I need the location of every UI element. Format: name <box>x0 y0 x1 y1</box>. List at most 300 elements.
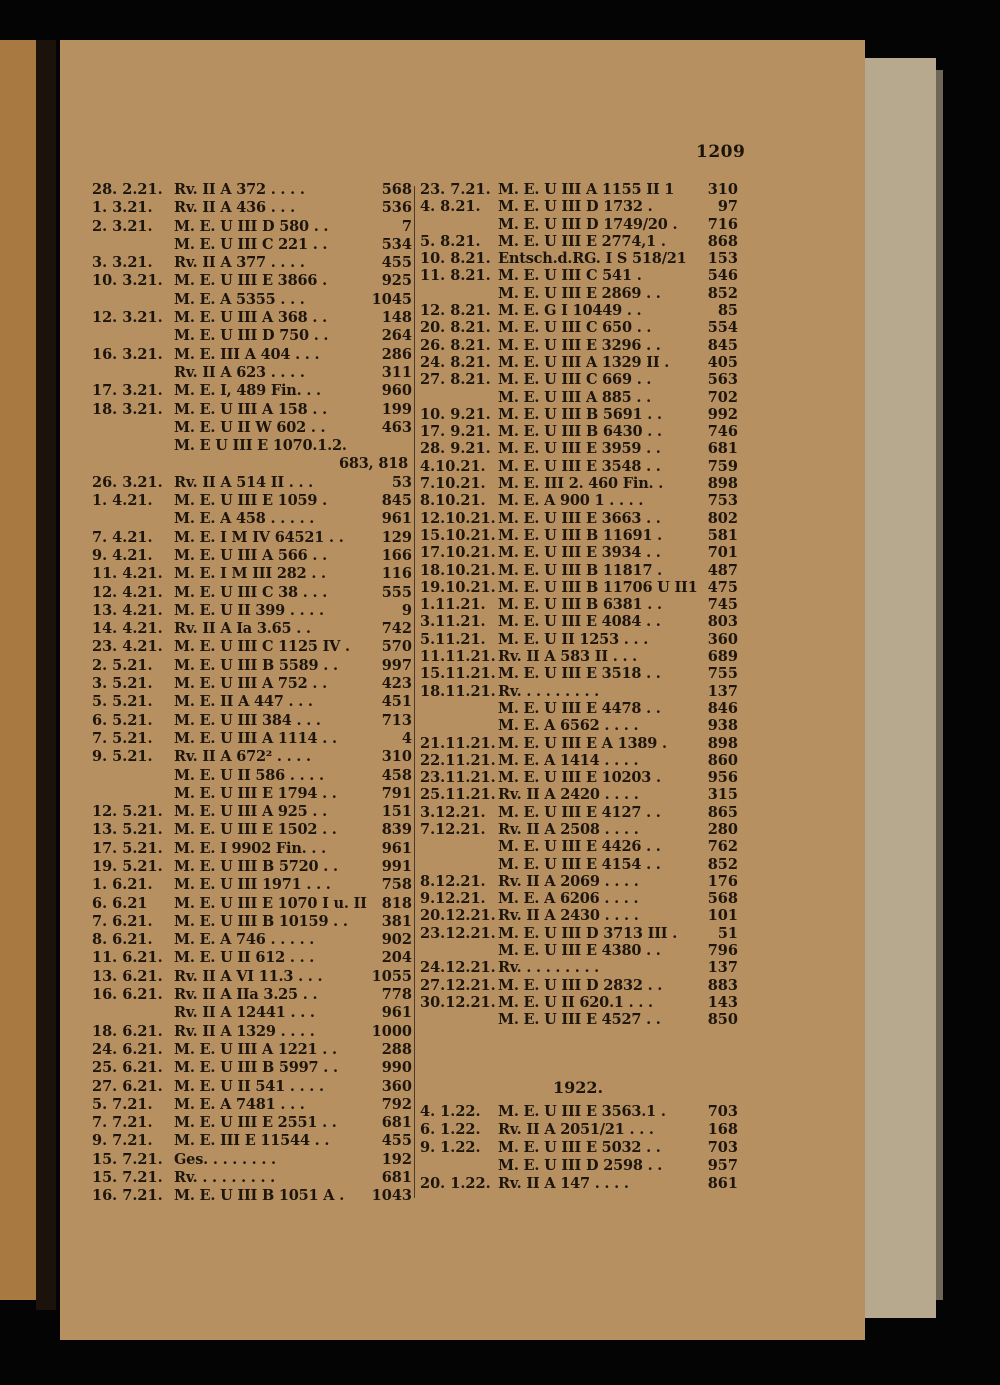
index-entry <box>92 767 412 785</box>
entry-reference: M. E. G I 10449 . . <box>498 302 642 320</box>
index-entry <box>420 942 738 959</box>
index-entry <box>420 873 738 890</box>
entry-page: 534 <box>381 235 412 253</box>
index-entry <box>420 1011 738 1028</box>
entry-reference: M. E. U III E 3563.1 . <box>498 1103 666 1120</box>
index-entry <box>92 1059 412 1077</box>
entry-date: 5.11.21. <box>420 630 486 648</box>
index-entry <box>92 821 412 839</box>
entry-page: 883 <box>707 976 738 994</box>
entry-reference: M. E. U III E 1502 . . <box>174 821 337 839</box>
index-entry <box>92 675 412 693</box>
entry-page: 745 <box>707 596 738 614</box>
entry-reference: Rv. II A 1329 . . . . <box>174 1022 315 1040</box>
entry-page: 961 <box>381 1004 412 1022</box>
index-entry <box>420 596 738 613</box>
entry-page: 791 <box>381 784 412 802</box>
entry-date: 11. 6.21. <box>92 949 163 967</box>
entry-reference: M. E. I M III 282 . . <box>174 565 326 583</box>
index-entry <box>92 1114 412 1132</box>
entry-date: 4. 1.22. <box>420 1103 481 1120</box>
index-entry <box>92 931 412 949</box>
index-entry <box>92 547 412 565</box>
entry-page: 839 <box>381 821 412 839</box>
index-entry <box>92 455 412 473</box>
entry-date: 5. 8.21. <box>420 232 481 250</box>
index-entry <box>92 565 412 583</box>
entry-date: 10. 8.21. <box>420 250 491 268</box>
entry-reference: Rv. II A 12441 . . . <box>174 1004 315 1022</box>
index-entry <box>420 700 738 717</box>
index-entry <box>420 648 738 665</box>
entry-date: 4. 8.21. <box>420 198 481 216</box>
index-entry <box>92 858 412 876</box>
entry-page: 137 <box>707 682 738 700</box>
entry-page: 97 <box>717 198 738 216</box>
entry-date: 6. 1.22. <box>420 1121 481 1138</box>
entry-reference: M. E. U III B 6381 . . <box>498 596 662 614</box>
entry-page: 381 <box>381 912 412 930</box>
entry-page: 137 <box>707 959 738 977</box>
entry-page: 101 <box>707 907 738 925</box>
entry-page: 898 <box>707 734 738 752</box>
entry-date: 1. 4.21. <box>92 492 153 510</box>
entry-date: 3.12.21. <box>420 803 486 821</box>
entry-reference: M. E. III E 11544 . . <box>174 1132 330 1150</box>
entry-page: 423 <box>381 675 412 693</box>
index-entry <box>92 236 412 254</box>
entry-page: 310 <box>381 748 412 766</box>
index-entry <box>420 1103 738 1121</box>
entry-date: 20. 8.21. <box>420 319 491 337</box>
entry-reference: M. E. U III D 1749/20 . <box>498 215 678 233</box>
index-entry <box>420 890 738 907</box>
entry-reference: M. E. U III E 2551 . . <box>174 1114 337 1132</box>
index-entry <box>420 510 738 527</box>
index-entry <box>92 1023 412 1041</box>
entry-page: 753 <box>707 492 738 510</box>
entry-reference: M. E. U II 586 . . . . <box>174 766 324 784</box>
index-entry <box>420 285 738 302</box>
entry-reference: M. E. U III E A 1389 . <box>498 734 667 752</box>
entry-page: 280 <box>707 820 738 838</box>
entry-reference: M. E. U III B 5589 . . <box>174 656 338 674</box>
entry-reference: M. E. U III B 1051 A . <box>174 1187 345 1205</box>
entry-page: 129 <box>381 528 412 546</box>
entry-page: 716 <box>707 215 738 233</box>
entry-date: 19. 5.21. <box>92 857 163 875</box>
entry-date: 12.10.21. <box>420 509 496 527</box>
index-entry <box>92 1187 412 1205</box>
index-entry <box>420 925 738 942</box>
entry-date: 17.10.21. <box>420 544 496 562</box>
entry-page: 168 <box>707 1121 738 1138</box>
entry-date: 17. 3.21. <box>92 382 163 400</box>
entry-page: 1045 <box>371 290 412 308</box>
entry-page: 166 <box>381 546 412 564</box>
entry-page: 311 <box>381 363 412 381</box>
entry-reference: M. E. U III C 669 . . <box>498 371 652 389</box>
entry-reference: 683, 818 <box>338 455 408 473</box>
entry-reference: Rv. II A 583 II . . . <box>498 648 637 666</box>
entry-date: 23. 4.21. <box>92 638 163 656</box>
index-entry <box>420 267 738 284</box>
index-entry <box>420 1139 738 1157</box>
index-entry <box>92 657 412 675</box>
entry-reference: M. E. U II 620.1 . . . <box>498 993 653 1011</box>
entry-reference: M. E. U III A 1221 . . <box>174 1040 337 1058</box>
entry-reference: Rv. . . . . . . . . <box>498 682 600 700</box>
entry-page: 746 <box>707 423 738 441</box>
entry-date: 11.11.21. <box>420 648 496 666</box>
entry-page: 742 <box>381 620 412 638</box>
index-entry <box>420 458 738 475</box>
index-entry <box>92 199 412 217</box>
index-entry <box>92 602 412 620</box>
entry-date: 15. 7.21. <box>92 1150 163 1168</box>
entry-page: 861 <box>707 1175 738 1192</box>
entry-date: 12. 5.21. <box>92 803 163 821</box>
entry-date: 23.12.21. <box>420 924 496 942</box>
entry-reference: M. E U III E 1070.1.2. <box>174 437 347 455</box>
index-entry <box>420 216 738 233</box>
entry-reference: M. E. III 2. 460 Fin. . <box>498 475 664 493</box>
entry-reference: M. E. A 1414 . . . . <box>498 751 639 769</box>
entry-page: 925 <box>381 272 412 290</box>
index-entry <box>92 1151 412 1169</box>
entry-page: 703 <box>707 1103 738 1120</box>
entry-reference: Rv. II A IIa 3.25 . . <box>174 986 318 1004</box>
entry-reference: M. E. U III E 4084 . . <box>498 613 661 631</box>
entry-reference: M. E. U III E 4127 . . <box>498 803 661 821</box>
index-entry <box>92 584 412 602</box>
entry-date: 9. 7.21. <box>92 1132 153 1150</box>
entry-date: 9.12.21. <box>420 890 486 908</box>
index-entry <box>420 907 738 924</box>
entry-page: 759 <box>707 457 738 475</box>
entry-page: 792 <box>381 1095 412 1113</box>
index-entry <box>420 319 738 336</box>
entry-date: 20. 1.22. <box>420 1175 491 1192</box>
entry-date: 28. 9.21. <box>420 440 491 458</box>
entry-reference: M. E. U II 399 . . . . <box>174 601 324 619</box>
entry-page: 713 <box>381 711 412 729</box>
entry-reference: Rv. II A 377 . . . . <box>174 254 305 272</box>
entry-reference: M. E. U III D 1732 . <box>498 198 653 216</box>
index-entry <box>92 693 412 711</box>
entry-reference: Rv. II A 672² . . . . <box>174 748 311 766</box>
index-entry <box>420 1121 738 1139</box>
index-entry <box>92 254 412 272</box>
entry-page: 568 <box>707 890 738 908</box>
entry-page: 796 <box>707 942 738 960</box>
entry-reference: M. E. A 5355 . . . <box>174 290 305 308</box>
entry-date: 6. 5.21. <box>92 711 153 729</box>
index-entry <box>420 838 738 855</box>
entry-reference: M. E. U III A 752 . . <box>174 675 327 693</box>
entry-page: 689 <box>707 648 738 666</box>
entry-date: 9. 1.22. <box>420 1139 481 1156</box>
entry-date: 16. 6.21. <box>92 986 163 1004</box>
entry-date: 19.10.21. <box>420 578 496 596</box>
index-entry <box>420 613 738 630</box>
entry-date: 3. 3.21. <box>92 254 153 272</box>
entry-page: 455 <box>381 1132 412 1150</box>
entry-reference: M. E. U III D 3713 III . <box>498 924 678 942</box>
entry-page: 116 <box>381 565 412 583</box>
entry-reference: M. E. U III E 5032 . . <box>498 1139 661 1156</box>
entry-page: 702 <box>707 388 738 406</box>
index-entry <box>420 371 738 388</box>
book-gutter <box>36 40 56 1310</box>
entry-date: 24. 8.21. <box>420 353 491 371</box>
entry-page: 475 <box>707 578 738 596</box>
entry-date: 15.10.21. <box>420 526 496 544</box>
entry-date: 25.11.21. <box>420 786 496 804</box>
entry-date: 10. 9.21. <box>420 405 491 423</box>
entry-date: 1. 3.21. <box>92 199 153 217</box>
entry-date: 9. 5.21. <box>92 748 153 766</box>
index-entry <box>92 327 412 345</box>
entry-page: 865 <box>707 803 738 821</box>
entry-date: 9. 4.21. <box>92 546 153 564</box>
page-number: 1209 <box>696 142 746 162</box>
entry-date: 26. 8.21. <box>420 336 491 354</box>
index-entry <box>92 968 412 986</box>
entry-reference: Ges. . . . . . . . <box>174 1150 276 1168</box>
entry-date: 22.11.21. <box>420 751 496 769</box>
entry-reference: M. E. U III E 3959 . . <box>498 440 661 458</box>
index-entry <box>92 181 412 199</box>
entry-date: 7. 7.21. <box>92 1114 153 1132</box>
entry-date: 18. 6.21. <box>92 1022 163 1040</box>
entry-page: 487 <box>707 561 738 579</box>
entry-page: 286 <box>381 345 412 363</box>
index-entry <box>420 717 738 734</box>
index-entry <box>420 665 738 682</box>
entry-date: 16. 7.21. <box>92 1187 163 1205</box>
index-entry <box>420 752 738 769</box>
index-entry <box>420 475 738 492</box>
entry-page: 898 <box>707 475 738 493</box>
entry-reference: M. E. U III B 5691 . . <box>498 405 662 423</box>
entry-reference: Rv. II A 2069 . . . . <box>498 872 639 890</box>
entry-page: 957 <box>707 1157 738 1174</box>
index-entry <box>92 730 412 748</box>
entry-reference: M. E. U III E 3663 . . <box>498 509 661 527</box>
entry-page: 990 <box>381 1059 412 1077</box>
entry-reference: Rv. II A 2420 . . . . <box>498 786 639 804</box>
entry-reference: M. E. U II 612 . . . <box>174 949 315 967</box>
entry-reference: M. E. U III C 650 . . <box>498 319 652 337</box>
entry-reference: M. E. U III B 10159 . . <box>174 912 348 930</box>
entry-date: 6. 6.21 <box>92 894 148 912</box>
entry-date: 27. 8.21. <box>420 371 491 389</box>
entry-reference: M. E. U III E 3866 . <box>174 272 327 290</box>
entry-reference: Rv. II A Ia 3.65 . . <box>174 620 311 638</box>
entry-reference: M. E. U III C 1125 IV . <box>174 638 350 656</box>
entry-reference: M. E. U III D 580 . . <box>174 217 329 235</box>
entry-reference: M. E. U III A 158 . . <box>174 400 327 418</box>
entry-reference: M. E. I 9902 Fin. . . <box>174 839 326 857</box>
entry-date: 17. 5.21. <box>92 839 163 857</box>
entry-page: 143 <box>707 993 738 1011</box>
index-entry <box>92 1169 412 1187</box>
entry-page: 681 <box>381 1114 412 1132</box>
entry-page: 568 <box>381 181 412 198</box>
index-entry <box>92 949 412 967</box>
index-entry <box>92 419 412 437</box>
index-entry <box>92 1041 412 1059</box>
entry-page: 7 <box>401 217 412 235</box>
entry-page: 860 <box>707 751 738 769</box>
index-entry <box>92 748 412 766</box>
entry-page: 1055 <box>371 967 412 985</box>
entry-date: 18.10.21. <box>420 561 496 579</box>
entry-date: 14. 4.21. <box>92 620 163 638</box>
index-column-right <box>420 181 738 1029</box>
entry-reference: Rv. . . . . . . . . <box>498 959 600 977</box>
index-entry <box>420 544 738 561</box>
entry-page: 868 <box>707 232 738 250</box>
entry-date: 7. 6.21. <box>92 912 153 930</box>
entry-page: 204 <box>381 949 412 967</box>
entry-date: 3.11.21. <box>420 613 486 631</box>
index-entry <box>420 562 738 579</box>
entry-date: 13. 4.21. <box>92 601 163 619</box>
entry-reference: M. E. A 6562 . . . . <box>498 717 639 735</box>
entry-page: 546 <box>707 267 738 285</box>
index-column-1922 <box>420 1103 738 1193</box>
index-entry <box>92 309 412 327</box>
entry-page: 451 <box>381 693 412 711</box>
index-entry <box>92 785 412 803</box>
entry-reference: M. E. U III D 2598 . . <box>498 1157 663 1174</box>
entry-date: 18. 3.21. <box>92 400 163 418</box>
entry-reference: M. E. U III B 11706 U II1 <box>498 578 698 596</box>
index-entry <box>92 1096 412 1114</box>
index-entry <box>420 683 738 700</box>
entry-page: 681 <box>707 440 738 458</box>
entry-page: 956 <box>707 769 738 787</box>
entry-reference: M. E. U III A 566 . . <box>174 546 327 564</box>
entry-reference: M. E. II A 447 . . . <box>174 693 313 711</box>
index-entry <box>420 492 738 509</box>
entry-date: 13. 5.21. <box>92 821 163 839</box>
entry-reference: M. E. U III A 1114 . . <box>174 729 337 747</box>
entry-reference: M. E. U III A 885 . . <box>498 388 651 406</box>
entry-reference: M. E. U III E 3296 . . <box>498 336 661 354</box>
entry-date: 11. 8.21. <box>420 267 491 285</box>
entry-reference: Rv. II A VI 11.3 . . . <box>174 967 323 985</box>
entry-reference: M. E. U III 1971 . . . <box>174 876 331 894</box>
entry-reference: Rv. II A 372 . . . . <box>174 181 305 198</box>
entry-date: 2. 3.21. <box>92 217 153 235</box>
entry-date: 4.10.21. <box>420 457 486 475</box>
entry-date: 23.11.21. <box>420 769 496 787</box>
index-entry <box>92 1078 412 1096</box>
entry-date: 5. 7.21. <box>92 1095 153 1113</box>
entry-reference: M. E. U III E 3518 . . <box>498 665 661 683</box>
index-entry <box>420 821 738 838</box>
index-entry <box>92 876 412 894</box>
index-entry <box>420 1157 738 1175</box>
entry-page: 703 <box>707 1139 738 1156</box>
entry-reference: M. E. U II W 602 . . <box>174 418 326 436</box>
entry-date: 30.12.21. <box>420 993 496 1011</box>
entry-reference: M. E. U III E 3934 . . <box>498 544 661 562</box>
column-divider <box>414 186 415 1198</box>
entry-reference: M. E. U III E 2869 . . <box>498 284 661 302</box>
index-entry <box>420 856 738 873</box>
entry-date: 20.12.21. <box>420 907 496 925</box>
entry-page: 1043 <box>371 1187 412 1205</box>
entry-page: 176 <box>707 872 738 890</box>
entry-page: 9 <box>401 601 412 619</box>
entry-page: 997 <box>381 656 412 674</box>
index-entry <box>92 1004 412 1022</box>
entry-date: 17. 9.21. <box>420 423 491 441</box>
entry-reference: Rv. II A 436 . . . <box>174 199 295 217</box>
index-entry <box>92 492 412 510</box>
index-entry <box>420 1175 738 1193</box>
entry-page: 803 <box>707 613 738 631</box>
entry-page: 762 <box>707 838 738 856</box>
index-entry <box>420 959 738 976</box>
index-entry <box>92 840 412 858</box>
entry-reference: M. E. U III B 5720 . . <box>174 857 338 875</box>
entry-reference: Rv. II A 147 . . . . <box>498 1175 629 1192</box>
entry-date: 7.10.21. <box>420 475 486 493</box>
entry-date: 24. 6.21. <box>92 1040 163 1058</box>
entry-reference: M. E. A 458 . . . . . <box>174 510 315 528</box>
entry-reference: M. E. A 6206 . . . . <box>498 890 639 908</box>
entry-page: 845 <box>381 492 412 510</box>
index-entry <box>420 250 738 267</box>
entry-date: 18.11.21. <box>420 682 496 700</box>
index-entry <box>92 272 412 290</box>
index-entry <box>420 769 738 786</box>
index-entry <box>420 423 738 440</box>
entry-reference: M. E. U III D 2832 . . <box>498 976 663 994</box>
entry-reference: M. E. U III B 5997 . . <box>174 1059 338 1077</box>
entry-date: 3. 5.21. <box>92 675 153 693</box>
index-entry <box>92 986 412 1004</box>
entry-reference: M. E. U III B 11817 . <box>498 561 663 579</box>
entry-date: 7. 4.21. <box>92 528 153 546</box>
entry-date: 5. 5.21. <box>92 693 153 711</box>
entry-page: 755 <box>707 665 738 683</box>
index-entry <box>92 510 412 528</box>
index-entry <box>92 364 412 382</box>
index-entry <box>420 786 738 803</box>
entry-reference: Rv. II A 2430 . . . . <box>498 907 639 925</box>
entry-reference: M. E. U III E 4380 . . <box>498 942 661 960</box>
entry-reference: M. E. U III C 541 . <box>498 267 642 285</box>
entry-page: 458 <box>381 766 412 784</box>
entry-reference: M. E. U III E 1070 I u. II <box>174 894 367 912</box>
entry-reference: M. E. U III C 38 . . . <box>174 583 328 601</box>
entry-date: 12. 3.21. <box>92 309 163 327</box>
entry-page: 360 <box>381 1077 412 1095</box>
index-entry <box>420 579 738 596</box>
entry-page: 992 <box>707 405 738 423</box>
entry-date: 8. 6.21. <box>92 931 153 949</box>
entry-page: 845 <box>707 336 738 354</box>
entry-date: 23. 7.21. <box>420 181 491 198</box>
entry-page: 850 <box>707 1011 738 1029</box>
entry-page: 264 <box>381 327 412 345</box>
